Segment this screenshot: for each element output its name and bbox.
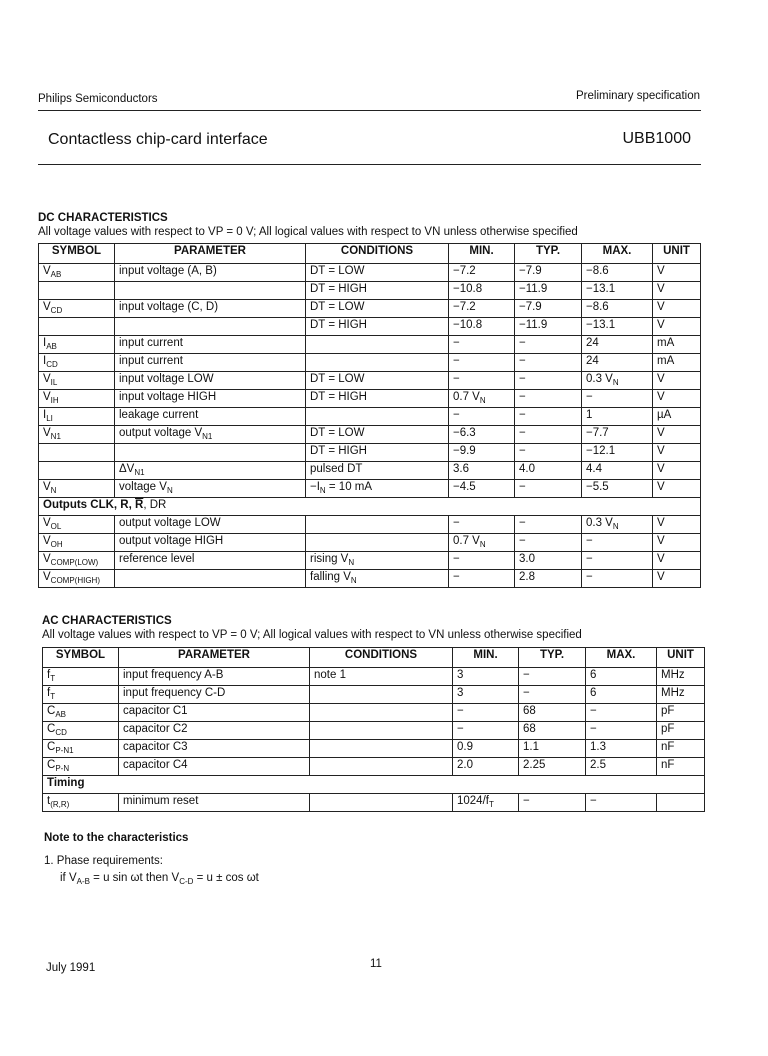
parameter-cell	[115, 318, 306, 336]
conditions-cell: $-I_N = 10$ mA	[306, 480, 449, 498]
conditions-cell: rising $V_N$	[306, 552, 449, 570]
conditions-cell: note 1	[310, 668, 453, 686]
parameter-cell: capacitor C2	[119, 722, 310, 740]
symbol-cell: $V_{IH}$	[39, 390, 115, 408]
dc-section-title: DC CHARACTERISTICS	[38, 212, 168, 224]
symbol-cell: $I_{AB}$	[39, 336, 115, 354]
parameter-cell	[115, 570, 306, 588]
dc-section-subtitle	[38, 226, 578, 238]
max-cell: 6	[586, 668, 657, 686]
min-cell: −	[453, 722, 519, 740]
conditions-cell	[310, 740, 453, 758]
unit-cell: MHz	[657, 686, 705, 704]
max-cell: −	[586, 704, 657, 722]
ac-row	[43, 758, 705, 776]
timing-section-row	[43, 776, 705, 794]
typ-cell: −	[515, 372, 582, 390]
min-cell: 3.6	[449, 462, 515, 480]
conditions-cell: pulsed DT	[306, 462, 449, 480]
max-cell: 24	[582, 354, 653, 372]
symbol-cell	[39, 282, 115, 300]
unit-cell: nF	[657, 740, 705, 758]
min-cell: −7.2	[449, 300, 515, 318]
column-header-max: MAX.	[582, 244, 653, 264]
parameter-cell: voltage $V_N$	[115, 480, 306, 498]
typ-cell: 4.0	[515, 462, 582, 480]
typ-cell: 3.0	[515, 552, 582, 570]
column-header-conditions: CONDITIONS	[310, 648, 453, 668]
ac-row	[43, 686, 705, 704]
dc-subtitle-text: All voltage values with respect to VP = 0 V; All logical values with respect to VN unless otherwise specified	[38, 226, 578, 238]
dc-row	[39, 336, 701, 354]
column-header-min: MIN.	[449, 244, 515, 264]
note-item-1: 1. Phase requirements:	[44, 855, 163, 867]
min-cell: −	[449, 336, 515, 354]
column-header-typ: TYP.	[519, 648, 586, 668]
unit-cell: mA	[653, 354, 701, 372]
unit-cell: µA	[653, 408, 701, 426]
parameter-cell: input voltage LOW	[115, 372, 306, 390]
column-header-conditions: CONDITIONS	[306, 244, 449, 264]
unit-cell: V	[653, 300, 701, 318]
unit-cell: V	[653, 534, 701, 552]
max-cell: −13.1	[582, 318, 653, 336]
max-cell: −5.5	[582, 480, 653, 498]
min-cell: −	[453, 704, 519, 722]
outputs-section-row	[39, 498, 701, 516]
header-rule-top	[38, 110, 701, 111]
column-header-symbol: SYMBOL	[39, 244, 115, 264]
conditions-cell: DT = LOW	[306, 372, 449, 390]
column-header-max: MAX.	[586, 648, 657, 668]
parameter-cell: capacitor C4	[119, 758, 310, 776]
company-name: Philips Semiconductors	[38, 93, 158, 105]
unit-cell: V	[653, 318, 701, 336]
symbol-cell: $V_{OH}$	[39, 534, 115, 552]
max-cell: −12.1	[582, 444, 653, 462]
conditions-cell	[310, 686, 453, 704]
conditions-cell	[306, 534, 449, 552]
parameter-cell: $\Delta V_{N1}$	[115, 462, 306, 480]
typ-cell: −	[515, 534, 582, 552]
typ-cell: −	[519, 686, 586, 704]
max-cell: −	[586, 794, 657, 812]
dc-output-row	[39, 516, 701, 534]
typ-cell: 2.8	[515, 570, 582, 588]
ac-row	[43, 668, 705, 686]
conditions-cell	[310, 722, 453, 740]
ac-section-subtitle	[42, 629, 582, 641]
typ-cell: −	[515, 516, 582, 534]
dc-row	[39, 480, 701, 498]
symbol-cell: $t_{(R,R)}$	[43, 794, 119, 812]
unit-cell: V	[653, 516, 701, 534]
typ-cell: 2.25	[519, 758, 586, 776]
column-header-typ: TYP.	[515, 244, 582, 264]
min-cell: 3	[453, 686, 519, 704]
footer-date: July 1991	[46, 962, 96, 974]
max-cell: −7.7	[582, 426, 653, 444]
typ-cell: −	[519, 668, 586, 686]
ac-timing-row	[43, 794, 705, 812]
parameter-cell: input voltage HIGH	[115, 390, 306, 408]
typ-cell: −	[515, 408, 582, 426]
typ-cell: −	[515, 426, 582, 444]
symbol-cell: $f_T$	[43, 668, 119, 686]
symbol-cell: $I_{CD}$	[39, 354, 115, 372]
parameter-cell: input frequency A-B	[119, 668, 310, 686]
min-cell: −	[449, 408, 515, 426]
symbol-cell: $C_{AB}$	[43, 704, 119, 722]
conditions-cell	[310, 758, 453, 776]
typ-cell: −	[515, 390, 582, 408]
typ-cell: −11.9	[515, 282, 582, 300]
parameter-cell: output voltage LOW	[115, 516, 306, 534]
parameter-cell: input current	[115, 336, 306, 354]
conditions-cell	[306, 408, 449, 426]
symbol-cell: $V_{IL}$	[39, 372, 115, 390]
column-header-parameter: PARAMETER	[119, 648, 310, 668]
symbol-cell: $V_{CD}$	[39, 300, 115, 318]
min-cell: 0.7 $V_N$	[449, 534, 515, 552]
parameter-cell: capacitor C1	[119, 704, 310, 722]
dc-row	[39, 444, 701, 462]
column-header-unit: UNIT	[657, 648, 705, 668]
unit-cell: V	[653, 462, 701, 480]
parameter-cell: input voltage (A, B)	[115, 264, 306, 282]
typ-cell: −11.9	[515, 318, 582, 336]
symbol-cell: $V_{OL}$	[39, 516, 115, 534]
typ-cell: 68	[519, 722, 586, 740]
min-cell: −6.3	[449, 426, 515, 444]
min-cell: −	[449, 516, 515, 534]
symbol-cell: $V_{N1}$	[39, 426, 115, 444]
dc-row	[39, 408, 701, 426]
max-cell: 4.4	[582, 462, 653, 480]
dc-characteristics-table	[38, 243, 701, 588]
typ-cell: 1.1	[519, 740, 586, 758]
conditions-cell: DT = HIGH	[306, 318, 449, 336]
unit-cell: pF	[657, 722, 705, 740]
conditions-cell: DT = LOW	[306, 300, 449, 318]
column-header-min: MIN.	[453, 648, 519, 668]
unit-cell: V	[653, 444, 701, 462]
spec-type: Preliminary specification	[576, 90, 700, 102]
min-cell: −	[449, 354, 515, 372]
unit-cell: mA	[653, 336, 701, 354]
dc-row	[39, 264, 701, 282]
conditions-cell	[306, 354, 449, 372]
unit-cell: V	[653, 426, 701, 444]
typ-cell: −	[515, 444, 582, 462]
symbol-cell: $f_T$	[43, 686, 119, 704]
ac-subtitle-text: All voltage values with respect to VP = 0 V; All logical values with respect to VN unless otherwise specified	[42, 629, 582, 641]
dc-output-row	[39, 534, 701, 552]
timing-section-row-label: Timing	[43, 776, 705, 794]
dc-output-row	[39, 570, 701, 588]
dc-row	[39, 354, 701, 372]
parameter-cell: output voltage HIGH	[115, 534, 306, 552]
ac-row	[43, 740, 705, 758]
unit-cell	[657, 794, 705, 812]
min-cell: −	[449, 552, 515, 570]
symbol-cell	[39, 318, 115, 336]
max-cell: −	[582, 570, 653, 588]
max-cell: −8.6	[582, 264, 653, 282]
min-cell: −10.8	[449, 282, 515, 300]
dc-row	[39, 462, 701, 480]
symbol-cell: $C_{CD}$	[43, 722, 119, 740]
symbol-cell: $V_{AB}$	[39, 264, 115, 282]
conditions-cell	[310, 704, 453, 722]
max-cell: 0.3 $V_N$	[582, 372, 653, 390]
max-cell: 1.3	[586, 740, 657, 758]
min-cell: −	[449, 372, 515, 390]
min-cell: 0.7 $V_N$	[449, 390, 515, 408]
column-header-unit: UNIT	[653, 244, 701, 264]
max-cell: 6	[586, 686, 657, 704]
typ-cell: −7.9	[515, 300, 582, 318]
unit-cell: V	[653, 282, 701, 300]
conditions-cell: DT = HIGH	[306, 444, 449, 462]
parameter-cell: reference level	[115, 552, 306, 570]
min-cell: 3	[453, 668, 519, 686]
ac-row	[43, 722, 705, 740]
document-title: Contactless chip-card interface	[48, 131, 268, 148]
typ-cell: −	[515, 354, 582, 372]
typ-cell: −	[519, 794, 586, 812]
max-cell: −	[586, 722, 657, 740]
ac-characteristics-table	[42, 647, 705, 812]
conditions-cell: DT = LOW	[306, 426, 449, 444]
conditions-cell	[310, 794, 453, 812]
parameter-cell: output voltage $V_{N1}$	[115, 426, 306, 444]
dc-row	[39, 426, 701, 444]
unit-cell: MHz	[657, 668, 705, 686]
max-cell: −8.6	[582, 300, 653, 318]
header-rule-bottom	[38, 164, 701, 165]
footer-page-number: 11	[370, 958, 382, 970]
max-cell: 0.3 $V_N$	[582, 516, 653, 534]
min-cell: −10.8	[449, 318, 515, 336]
unit-cell: V	[653, 480, 701, 498]
parameter-cell	[115, 444, 306, 462]
dc-row	[39, 372, 701, 390]
typ-cell: −7.9	[515, 264, 582, 282]
parameter-cell: input current	[115, 354, 306, 372]
unit-cell: V	[653, 570, 701, 588]
conditions-cell: DT = HIGH	[306, 282, 449, 300]
symbol-cell: $C_{P-N}$	[43, 758, 119, 776]
conditions-cell	[306, 336, 449, 354]
note-formula: if $V_{A-B} = u$ sin ωt then $V_{C-D} = u \pm \cos \omega t$	[60, 872, 259, 886]
parameter-cell	[115, 282, 306, 300]
unit-cell: V	[653, 390, 701, 408]
min-cell: −9.9	[449, 444, 515, 462]
parameter-cell: leakage current	[115, 408, 306, 426]
parameter-cell: input frequency C-D	[119, 686, 310, 704]
symbol-cell: $I_{LI}$	[39, 408, 115, 426]
max-cell: −	[582, 552, 653, 570]
ac-section-title: AC CHARACTERISTICS	[42, 615, 172, 627]
symbol-cell	[39, 444, 115, 462]
typ-cell: 68	[519, 704, 586, 722]
conditions-cell: falling $V_N$	[306, 570, 449, 588]
min-cell: −7.2	[449, 264, 515, 282]
unit-cell: pF	[657, 704, 705, 722]
symbol-cell	[39, 462, 115, 480]
min-cell: 2.0	[453, 758, 519, 776]
part-number: UBB1000	[622, 130, 691, 147]
min-cell: −4.5	[449, 480, 515, 498]
parameter-cell: minimum reset	[119, 794, 310, 812]
dc-row	[39, 318, 701, 336]
symbol-cell: $V_{COMP(LOW)}$	[39, 552, 115, 570]
ac-row	[43, 704, 705, 722]
dc-row	[39, 300, 701, 318]
conditions-cell: DT = HIGH	[306, 390, 449, 408]
dc-row	[39, 282, 701, 300]
symbol-cell: $V_N$	[39, 480, 115, 498]
max-cell: 24	[582, 336, 653, 354]
parameter-cell: input voltage (C, D)	[115, 300, 306, 318]
max-cell: −	[582, 390, 653, 408]
symbol-cell: $V_{COMP(HIGH)}$	[39, 570, 115, 588]
max-cell: −	[582, 534, 653, 552]
max-cell: 1	[582, 408, 653, 426]
typ-cell: −	[515, 480, 582, 498]
conditions-cell: DT = LOW	[306, 264, 449, 282]
min-cell: 0.9	[453, 740, 519, 758]
column-header-symbol: SYMBOL	[43, 648, 119, 668]
unit-cell: nF	[657, 758, 705, 776]
outputs-section-row-label: Outputs CLK, R, $\overline{R}$, DR	[39, 498, 701, 516]
note-title: Note to the characteristics	[44, 832, 189, 844]
dc-row	[39, 390, 701, 408]
min-cell: $1024/f_T$	[453, 794, 519, 812]
typ-cell: −	[515, 336, 582, 354]
conditions-cell	[306, 516, 449, 534]
parameter-cell: capacitor C3	[119, 740, 310, 758]
unit-cell: V	[653, 552, 701, 570]
max-cell: 2.5	[586, 758, 657, 776]
unit-cell: V	[653, 372, 701, 390]
unit-cell: V	[653, 264, 701, 282]
dc-output-row	[39, 552, 701, 570]
column-header-parameter: PARAMETER	[115, 244, 306, 264]
max-cell: −13.1	[582, 282, 653, 300]
symbol-cell: $C_{P-N1}$	[43, 740, 119, 758]
min-cell: −	[449, 570, 515, 588]
